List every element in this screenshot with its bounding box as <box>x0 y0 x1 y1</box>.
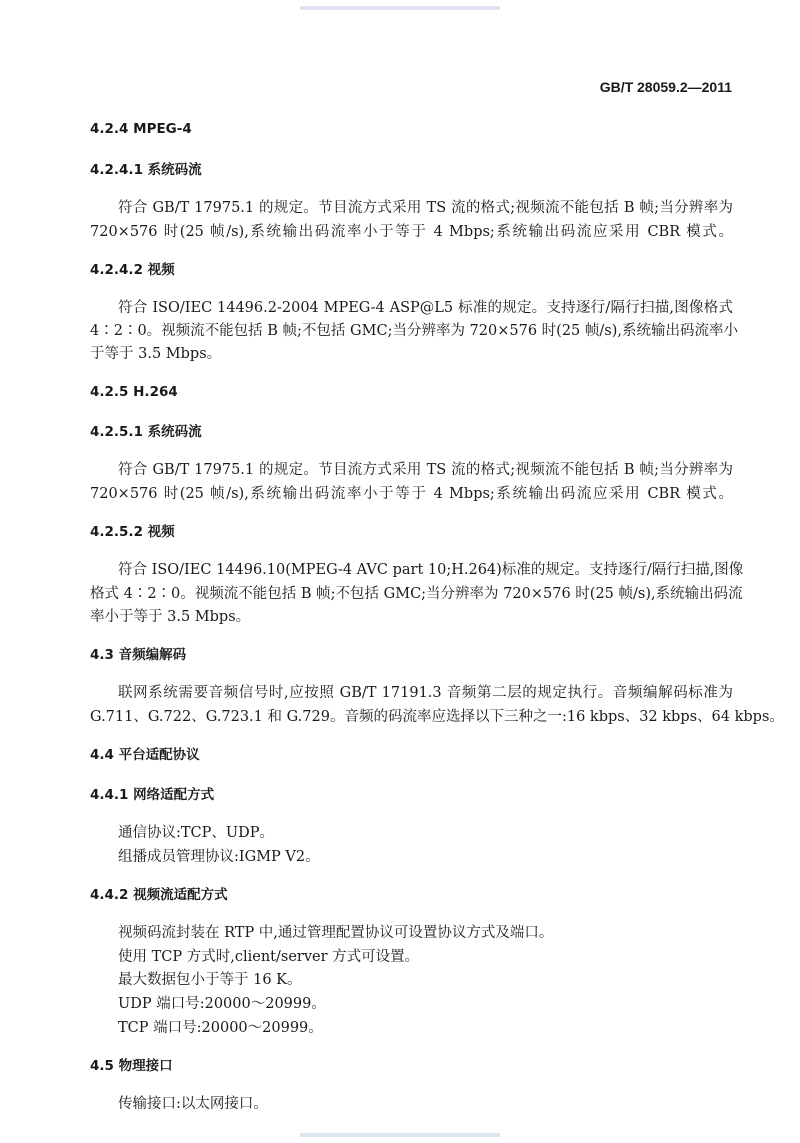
heading-4-4: 4.4 平台适配协议 <box>90 747 200 763</box>
paragraph-line: 符合 ISO/IEC 14496.10(MPEG-4 AVC part 10;H.264)标准的规定。支持逐行/隔行扫描,图像 <box>118 562 744 578</box>
heading-4-4-2: 4.4.2 视频流适配方式 <box>90 887 228 903</box>
watermark-bottom <box>300 1133 500 1137</box>
paragraph-line: 传输接口:以太网接口。 <box>118 1096 268 1112</box>
paragraph-line: 720×576 时(25 帧/s),系统输出码流率小于等于 4 Mbps;系统输出码流应采用 CBR 模式。 <box>90 224 733 240</box>
paragraph-line: G.711、G.722、G.723.1 和 G.729。音频的码流率应选择以下三种之一:16 kbps、32 kbps、64 kbps。 <box>90 709 784 725</box>
paragraph-line: 4∶2∶0。视频流不能包括 B 帧;不包括 GMC;当分辨率为 720×576 时(25 帧/s),系统输出码流率小 <box>90 323 738 339</box>
standard-number-header: GB/T 28059.2—2011 <box>599 79 732 95</box>
heading-4-2-5: 4.2.5 H.264 <box>90 384 178 400</box>
heading-4-2-4: 4.2.4 MPEG-4 <box>90 121 192 137</box>
heading-4-4-1: 4.4.1 网络适配方式 <box>90 787 215 803</box>
paragraph-line: 符合 ISO/IEC 14496.2-2004 MPEG-4 ASP@L5 标准的规定。支持逐行/隔行扫描,图像格式 <box>118 300 733 316</box>
heading-4-5: 4.5 物理接口 <box>90 1058 173 1074</box>
heading-4-3: 4.3 音频编解码 <box>90 647 187 663</box>
paragraph-line: 通信协议:TCP、UDP。 <box>118 825 275 841</box>
paragraph-line: 符合 GB/T 17975.1 的规定。节目流方式采用 TS 流的格式;视频流不能包括 B 帧;当分辨率为 <box>118 200 733 216</box>
paragraph-line: 于等于 3.5 Mbps。 <box>90 346 222 362</box>
heading-4-2-5-1: 4.2.5.1 系统码流 <box>90 424 202 440</box>
paragraph-line: TCP 端口号:20000～20999。 <box>118 1020 323 1036</box>
watermark-top <box>300 6 500 10</box>
paragraph-line: 符合 GB/T 17975.1 的规定。节目流方式采用 TS 流的格式;视频流不能包括 B 帧;当分辨率为 <box>118 462 733 478</box>
paragraph-line: UDP 端口号:20000～20999。 <box>118 996 326 1012</box>
heading-4-2-5-2: 4.2.5.2 视频 <box>90 524 175 540</box>
heading-4-2-4-1: 4.2.4.1 系统码流 <box>90 162 202 178</box>
paragraph-line: 720×576 时(25 帧/s),系统输出码流率小于等于 4 Mbps;系统输出码流应采用 CBR 模式。 <box>90 486 733 502</box>
heading-4-2-4-2: 4.2.4.2 视频 <box>90 262 175 278</box>
paragraph-line: 组播成员管理协议:IGMP V2。 <box>118 849 320 865</box>
paragraph-line: 最大数据包小于等于 16 K。 <box>118 972 302 988</box>
paragraph-line: 联网系统需要音频信号时,应按照 GB/T 17191.3 音频第二层的规定执行。音频编解码标准为 <box>118 685 733 701</box>
paragraph-line: 视频码流封装在 RTP 中,通过管理配置协议可设置协议方式及端口。 <box>118 925 554 941</box>
paragraph-line: 率小于等于 3.5 Mbps。 <box>90 609 251 625</box>
paragraph-line: 使用 TCP 方式时,client/server 方式可设置。 <box>118 949 420 965</box>
paragraph-line: 格式 4∶2∶0。视频流不能包括 B 帧;不包括 GMC;当分辨率为 720×576 时(25 帧/s),系统输出码流 <box>90 586 743 602</box>
